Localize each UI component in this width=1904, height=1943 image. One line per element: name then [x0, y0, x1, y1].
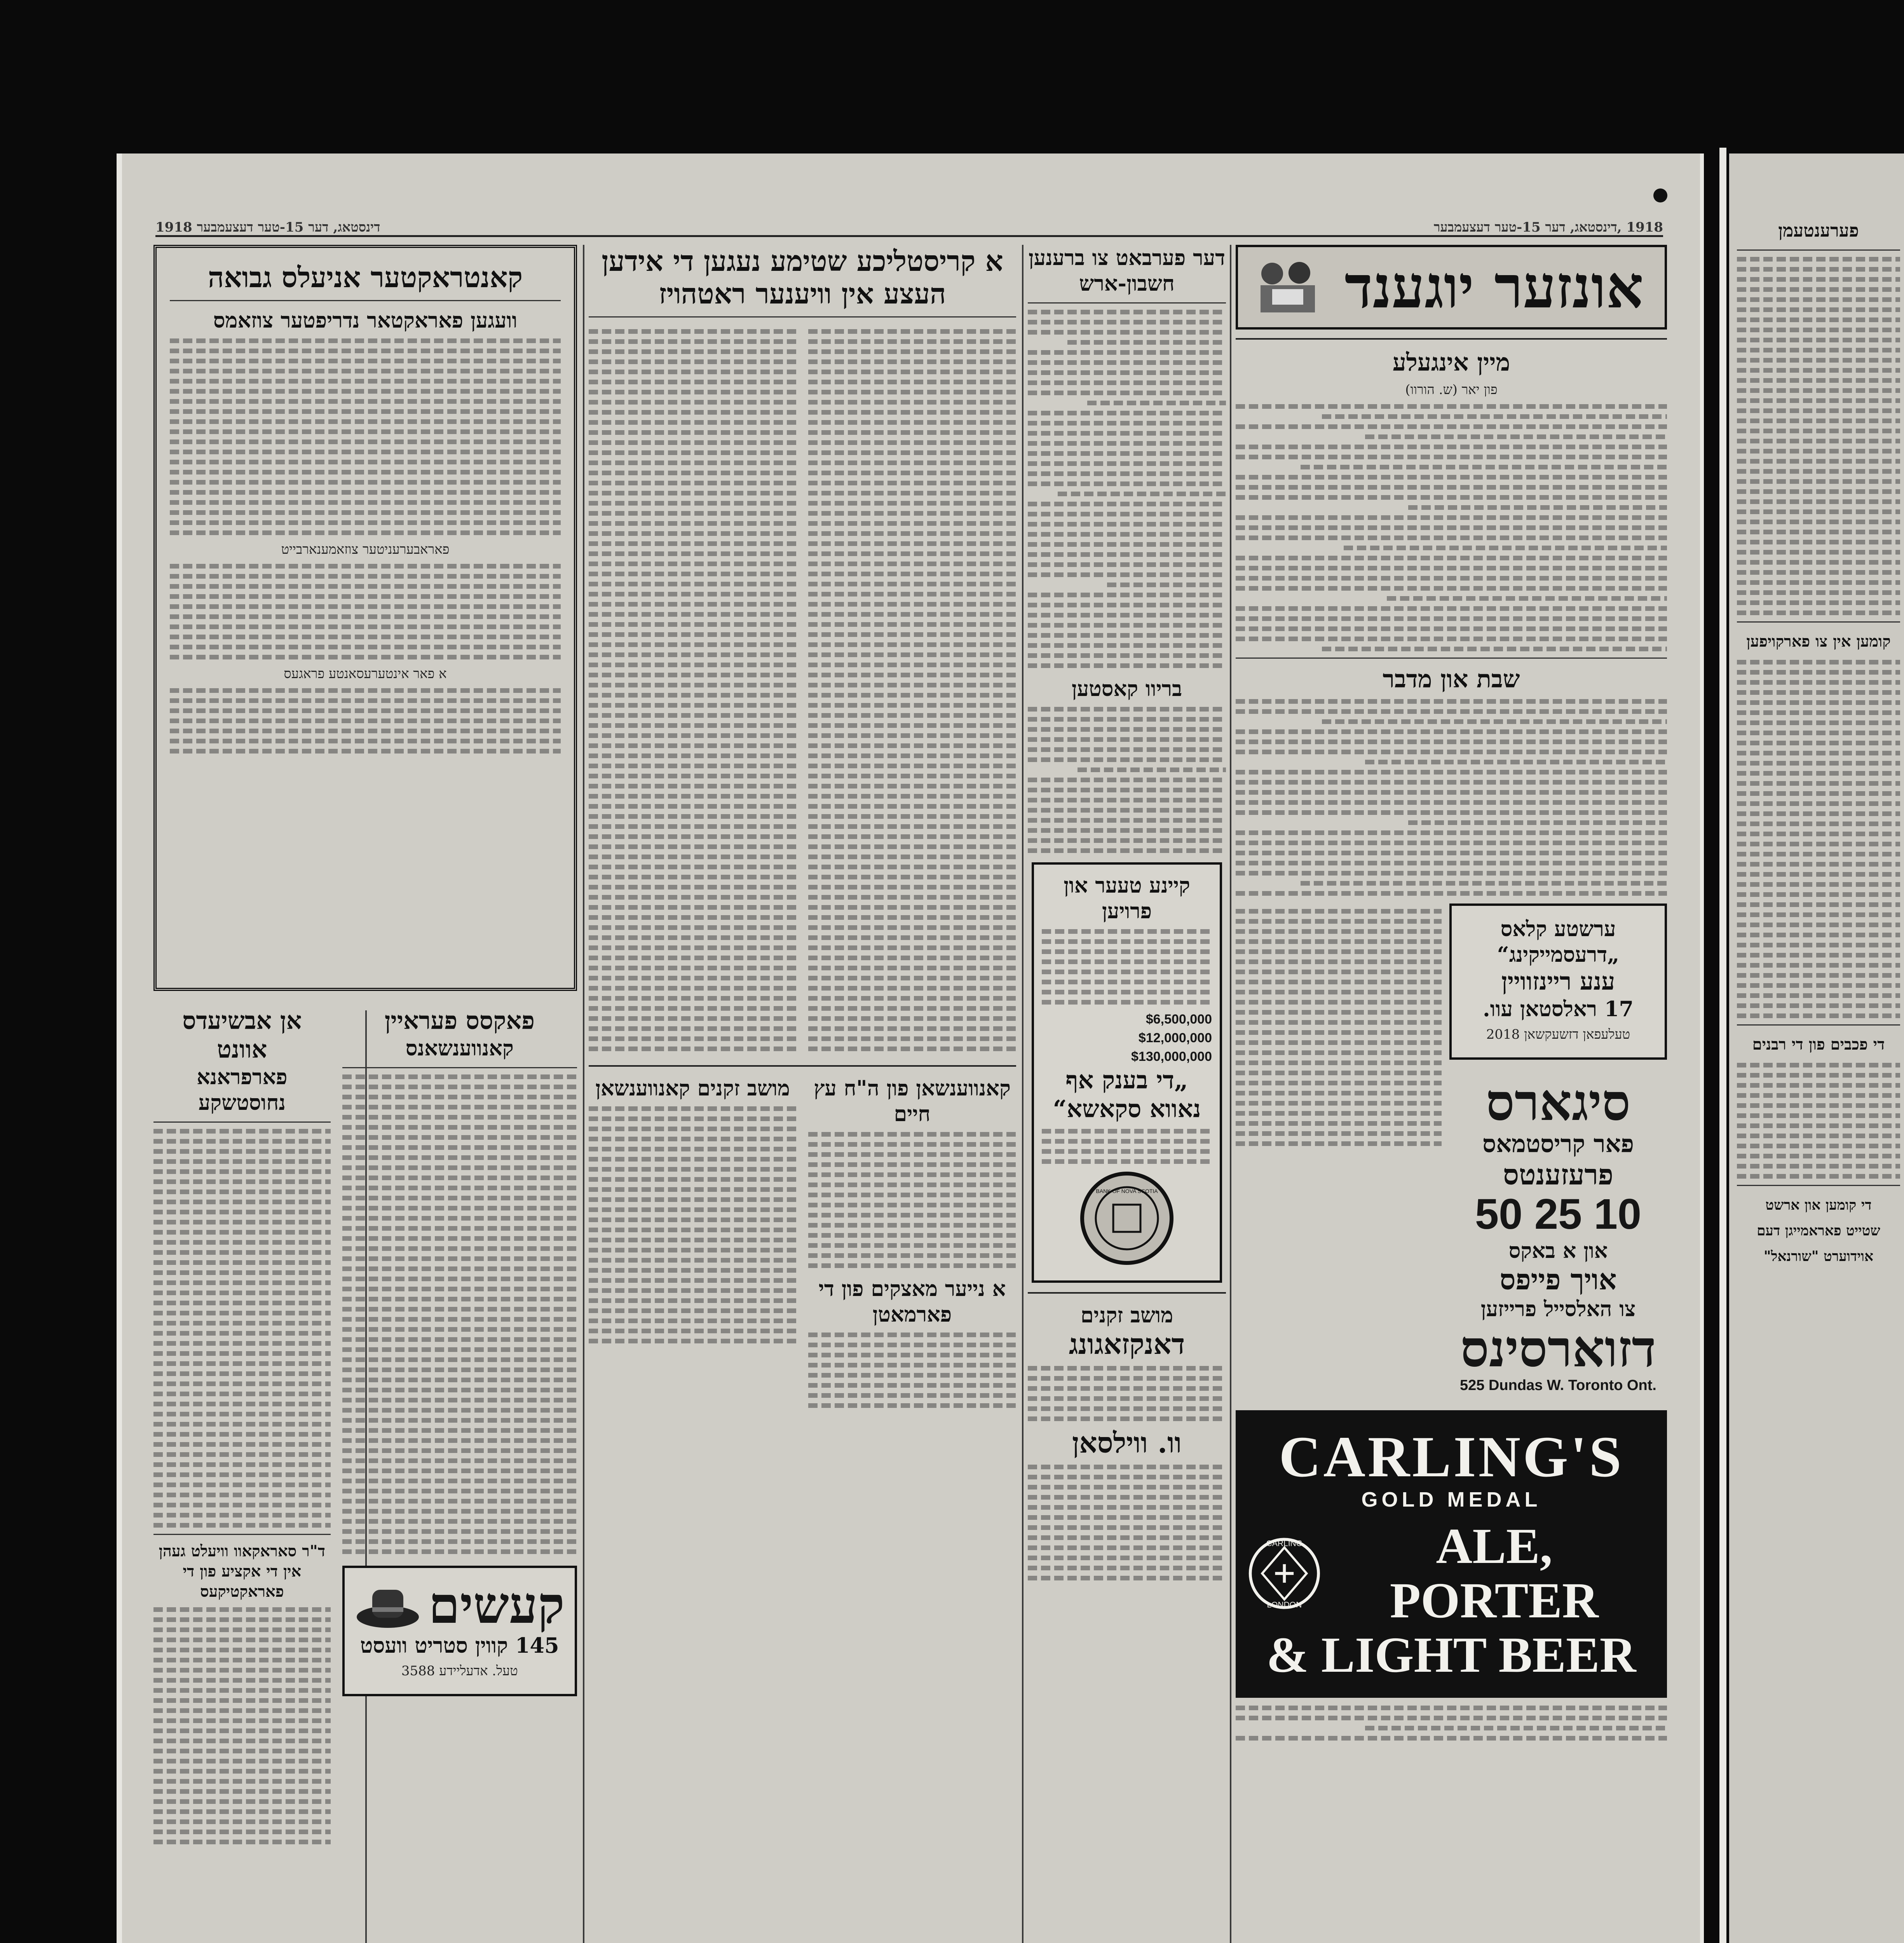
ad-dressmaking-address: 17 ראלסטאן עוו. — [1483, 996, 1634, 1021]
moshav-title: מושב זקנים — [1080, 1303, 1173, 1327]
contractors-section-2: א פאר אינטערעסאנטע פראגעס — [284, 666, 447, 682]
poem-title: מיין אינגעלע — [1392, 348, 1510, 377]
farewell-sub: פארפראנא נחוסטשקע — [197, 1064, 288, 1115]
masthead-date-left: דינסטאג, דער 15-טער דעצעמבער 1918 — [155, 220, 380, 235]
adjacent-tail: שטייט פאראמייגן דעם אוידוערט "שורנאל" — [1757, 1223, 1880, 1265]
adjacent-body-3 — [1737, 1063, 1900, 1179]
fire-body — [1028, 310, 1226, 668]
shabbat-body — [1236, 699, 1667, 896]
ad-bank-name: „די בענק אף נאווא סקאשא“ — [1053, 1066, 1201, 1123]
ad-dressmaking-phone: טעלעפאן דזשעקשאן 2018 — [1486, 1027, 1630, 1042]
new-section-title: א נייער מאצקים פון די פארמאטן — [818, 1276, 1006, 1327]
wilson-body — [1028, 1465, 1226, 1580]
ad-carling-ale-porter: ALE, PORTER — [1390, 1518, 1599, 1629]
ad-dressmaking-name: ענע ריינזוויין — [1501, 967, 1615, 996]
farewell-title: אן אבשיעדס אוונט — [182, 1006, 302, 1064]
farewell-section: ד"ר סאראקאוו וויעלט געהן אין די אקציע פון די פאראקטיקעס — [159, 1542, 325, 1601]
ad-kesef — [342, 1566, 577, 1696]
ad-dressmaking — [1449, 903, 1667, 1060]
ad-carling — [1236, 1410, 1667, 1698]
column-rule — [1022, 245, 1023, 1943]
adjacent-section-2: קומען אין צו פארקויפען — [1746, 632, 1891, 651]
lower-sections — [589, 1075, 1016, 1413]
ad-bank-seal-text: BANK OF NOVA SCOTIA — [1096, 1188, 1158, 1194]
contractors-body-2 — [170, 564, 561, 659]
adjacent-section-3: די פכבים פון די רבנים — [1752, 1035, 1885, 1053]
fire-column — [1028, 245, 1226, 1943]
christmas-body-left — [589, 324, 797, 1057]
ad-bank-figure-2: $12,000,000 — [1138, 1031, 1212, 1045]
farewell-column — [153, 1006, 331, 1850]
ads-row — [1236, 903, 1667, 1399]
convention-title: פאקסס פעראיין — [384, 1006, 535, 1035]
column-rule — [1230, 245, 1231, 1943]
carling-seal-bottom: LONDON — [1267, 1600, 1302, 1610]
ad-bank-figure-3: $130,000,000 — [1131, 1049, 1212, 1064]
ad-cigars-wholesale: צו האלסייל פרייזען — [1480, 1296, 1636, 1321]
carling-footer-text — [1236, 1706, 1667, 1741]
children-reading-illustration — [1245, 254, 1330, 316]
etz-chaim-body — [808, 1132, 1016, 1268]
christmas-body-columns — [589, 324, 1016, 1057]
etz-chaim-title: קאנווענשאן פון ה"ח עץ חיים — [814, 1076, 1011, 1126]
left-column — [153, 245, 577, 1943]
masthead-date-right: 1918 ,דינסטאג, דער 15-טער דעצעמבער — [1433, 220, 1663, 235]
adjacent-header: פערענטעמן — [1778, 220, 1859, 241]
hat-icon — [355, 1580, 421, 1631]
wilson-title: וו. ווילסאן — [1072, 1426, 1182, 1459]
ads-stack — [1449, 903, 1667, 1399]
continued-text — [1236, 903, 1442, 1399]
ad-bank-nova-scotia — [1032, 862, 1222, 1283]
christmas-column — [589, 245, 1016, 1943]
adjacent-body-2 — [1737, 660, 1900, 1018]
masthead-date-line — [155, 210, 1663, 237]
ad-cigars-title: סיגארס — [1486, 1073, 1631, 1132]
ad-kesef-title: קעשים — [428, 1575, 565, 1635]
letter-box-title: בריוו קאסטען — [1071, 676, 1182, 701]
left-lower — [153, 1006, 577, 1850]
ad-cigars-prices: 50 25 10 — [1475, 1190, 1642, 1238]
ad-bank-figure-1: $6,500,000 — [1146, 1012, 1212, 1027]
ad-carling-gold-medal: GOLD MEDAL — [1361, 1488, 1541, 1511]
column-rule — [583, 245, 584, 1943]
farewell-body-2 — [153, 1607, 331, 1844]
moshav-sub: דאנקזאגונג — [1069, 1327, 1185, 1360]
moshav-body — [1028, 1366, 1226, 1421]
ad-kesef-phone: טעל. אדעליידע 3588 — [401, 1663, 518, 1679]
new-section-body — [808, 1333, 1016, 1408]
christmas-headline: א קריסטליכע שטימע נעגען די אידען — [602, 245, 1003, 277]
contractors-section: פאראבערעניטער צוזאמענארבייט — [281, 542, 450, 557]
ad-dressmaking-title: ערשטע קלאס „דרעסמייקינג“ — [1497, 916, 1620, 967]
ad-bank-seal-icon — [1080, 1172, 1173, 1265]
ad-bank-branches — [1042, 1129, 1212, 1164]
adjacent-page-edge — [1719, 148, 1726, 1943]
children-logo-box — [1236, 245, 1667, 330]
contractors-sub: וועגען פאראקטאר נדריפטער צוזאמס — [213, 308, 518, 333]
ad-kesef-address: 145 קווין סטריט וועסט — [360, 1633, 559, 1658]
poem-body — [1236, 404, 1667, 651]
ad-carling-brand: CARLING'S — [1279, 1425, 1624, 1489]
letter-box-body — [1028, 707, 1226, 853]
christmas-body-right — [808, 324, 1016, 1057]
ad-carling-light-beer: & LIGHT BEER — [1266, 1627, 1636, 1683]
moshav-convention-body — [589, 1106, 797, 1343]
carling-seal-top: CARLING — [1266, 1539, 1302, 1548]
ad-cigars-pipes: אויך פייפס — [1499, 1263, 1617, 1296]
shabbat-title: שבת און מדבר — [1383, 665, 1520, 693]
ad-bank-body — [1042, 929, 1212, 1005]
contractors-box — [153, 245, 577, 991]
adjacent-section-4: די קומען און ארשט — [1765, 1197, 1872, 1213]
contractors-body — [170, 338, 561, 535]
punch-hole — [1653, 188, 1667, 202]
fire-headline: דער פערבאט צו ברענען חשבון-ארש — [1028, 245, 1226, 296]
carling-crest-icon — [1247, 1535, 1322, 1612]
contractors-title: קאנטראקטער אניעלס גבואה — [208, 261, 523, 294]
ad-cigars-box: און א באקס — [1508, 1238, 1608, 1263]
ad-bank-title: קיינע טעער און פרויען — [1064, 873, 1190, 923]
children-section-logo: אונזער יוגענד — [1344, 253, 1644, 321]
farewell-body — [153, 1129, 331, 1528]
contractors-body-3 — [170, 688, 561, 753]
convention-body — [342, 1074, 577, 1554]
convention-sub: קאנווענשאנס — [405, 1036, 514, 1060]
adjacent-body-1 — [1737, 257, 1900, 615]
ad-cigars-sub: פאר קריסטמאס — [1482, 1130, 1634, 1158]
poem-author: פון יאר (ש. הורוו) — [1405, 382, 1498, 398]
children-column — [1236, 245, 1667, 1943]
moshav-convention-title: מושב זקנים קאנווענשאן — [595, 1076, 790, 1101]
ad-cigars-shop: דזוארסינס — [1460, 1319, 1656, 1378]
ad-cigars — [1449, 1071, 1667, 1399]
convention-column — [342, 1006, 577, 1850]
ad-cigars-presents: פרעזענטס — [1503, 1158, 1613, 1191]
adjacent-page-column — [1737, 218, 1900, 1943]
christmas-headline-2: העצע אין וויענער ראטהויז — [659, 277, 946, 310]
ad-cigars-address: 525 Dundas W. Toronto Ont. — [1460, 1377, 1656, 1394]
